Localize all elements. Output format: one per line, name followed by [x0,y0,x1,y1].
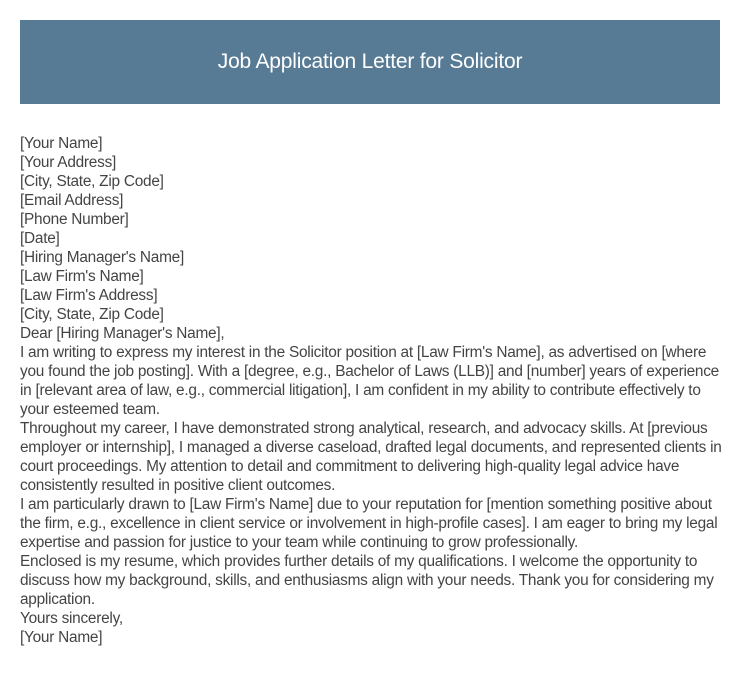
paragraph-intro: I am writing to express my interest in the Solicitor position at [Law Firm's Name], as advertised on [where you found the job posting]. With a [degree, e.g., Bachelor of Laws (LLB)] and [number] years of experience in [relevant area of law, e.g., commercial litigation], I am confident in my ability to contribute effectively to your esteemed team. [20,344,719,418]
recipient-firm-name: [Law Firm's Name] [20,268,144,285]
sender-phone: [Phone Number] [20,211,129,228]
sender-address: [Your Address] [20,154,117,171]
letter-date: [Date] [20,230,60,247]
sender-email: [Email Address] [20,192,124,209]
salutation: Dear [Hiring Manager's Name], [20,325,225,342]
signature: [Your Name] [20,629,103,646]
recipient-city-state-zip: [City, State, Zip Code] [20,306,164,323]
paragraph-firm-interest: I am particularly drawn to [Law Firm's Name] due to your reputation for [mention something positive about the firm, e.g., excellence in client service or involvement in high-profile cases]. I am eager to bring my legal expertise and passion for justice to your team while continuing to grow professionally. [20,496,718,551]
recipient-hiring-manager: [Hiring Manager's Name] [20,249,184,266]
letter-body [20,134,726,647]
closing: Yours sincerely, [20,610,123,627]
paragraph-closing: Enclosed is my resume, which provides further details of my qualifications. I welcome the opportunity to discuss how my background, skills, and enthusiasms align with your needs. Thank you for considering my application. [20,553,714,608]
title-banner [20,20,720,104]
recipient-firm-address: [Law Firm's Address] [20,287,158,304]
sender-city-state-zip: [City, State, Zip Code] [20,173,164,190]
page-title: Job Application Letter for Solicitor [217,50,523,73]
paragraph-experience: Throughout my career, I have demonstrated strong analytical, research, and advocacy skills. At [previous employer or internship], I managed a diverse caseload, drafted legal documents, and represented clients in court proceedings. My attention to detail and commitment to delivering high-quality legal advice have consistently resulted in positive client outcomes. [20,420,722,494]
sender-name: [Your Name] [20,135,103,152]
